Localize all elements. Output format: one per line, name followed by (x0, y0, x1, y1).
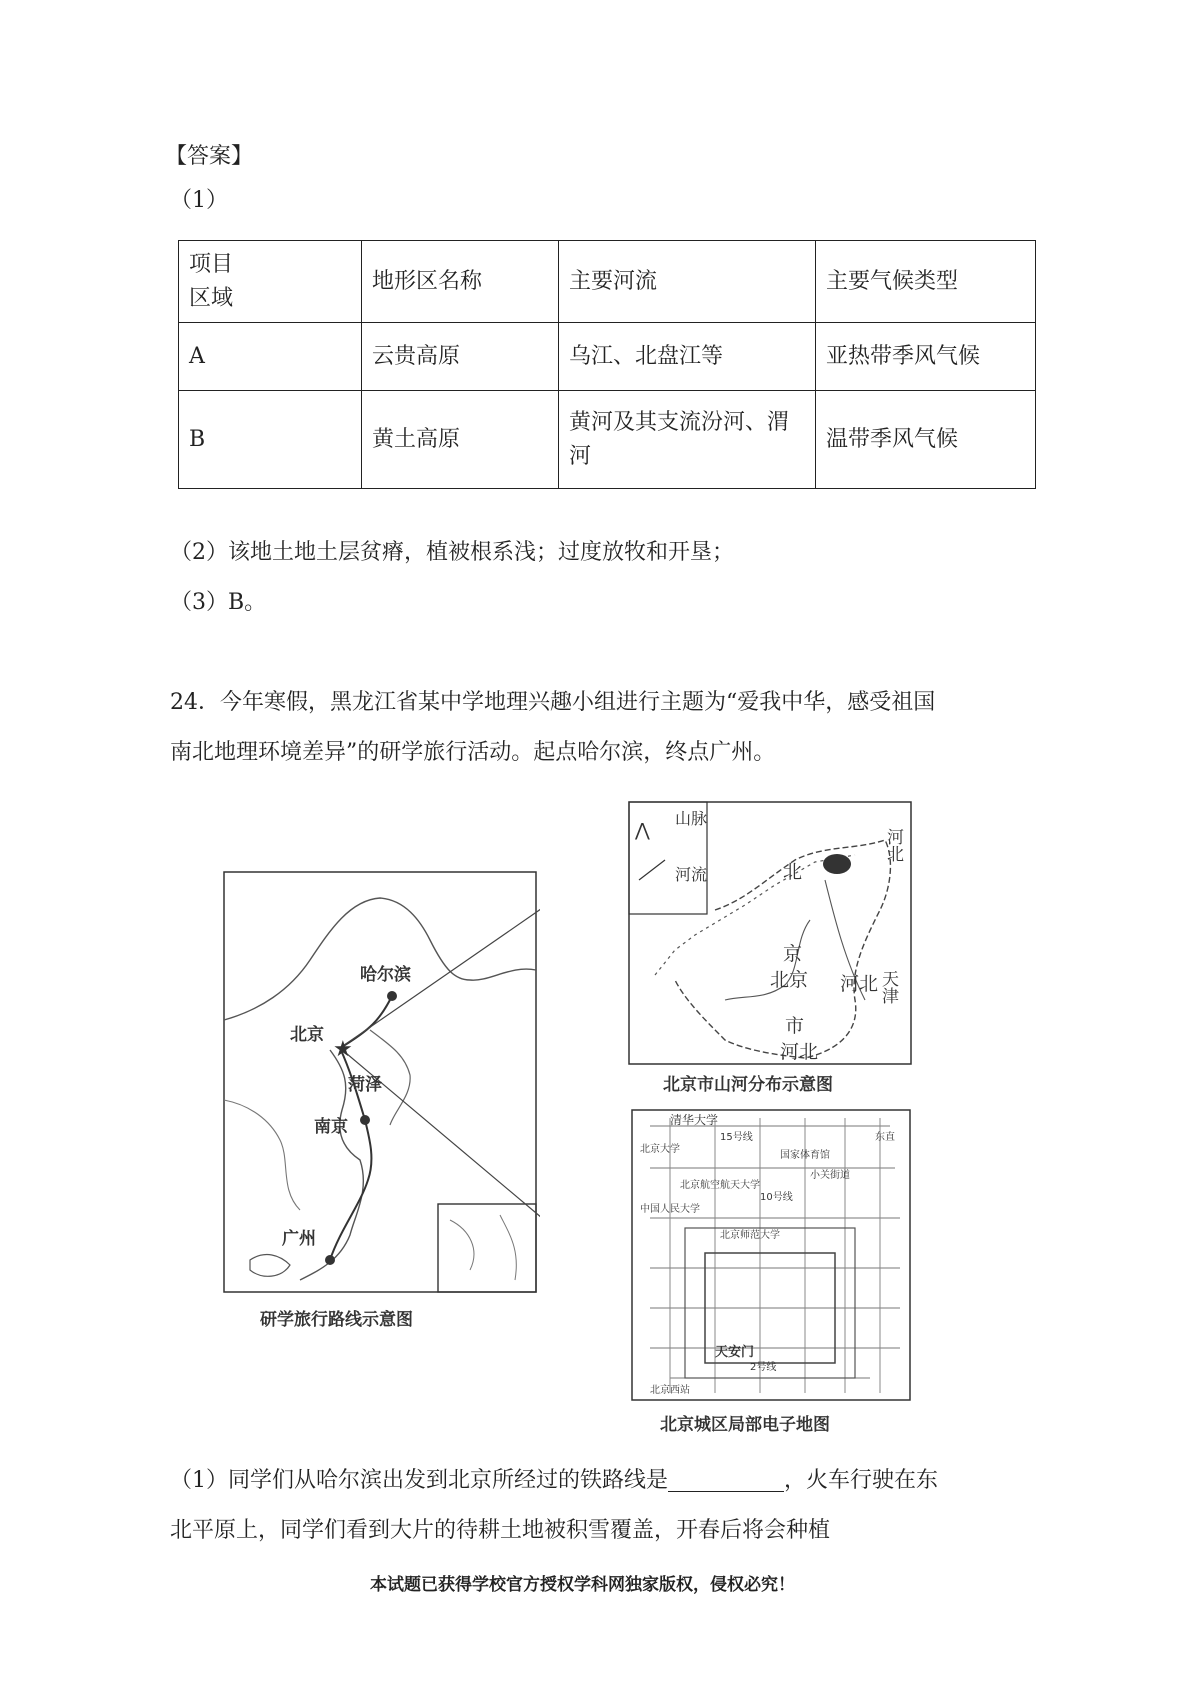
label-west-station: 北京西站 (650, 1385, 690, 1396)
city-guangzhou: 广州 (282, 1229, 316, 1249)
label-line2: 2号线 (750, 1362, 777, 1373)
table-header-row (179, 241, 1036, 323)
label-tianjin: 天津 (878, 970, 898, 1004)
mountain-map (625, 800, 915, 1100)
answer-3: （3）B。 (170, 590, 267, 615)
table-cell: 乌江、北盘江等 (559, 323, 816, 391)
label-city: 市 (785, 1015, 805, 1037)
part1-label: （1） (170, 188, 228, 213)
table-cell: B (179, 391, 362, 489)
table-cell: 黄土高原 (362, 391, 559, 489)
label-pku: 北京大学 (640, 1144, 680, 1155)
mountain-map-graphic (625, 800, 915, 1100)
label-east: 东直 (875, 1132, 895, 1143)
table-header-corner (179, 241, 362, 323)
city-map (630, 1108, 915, 1438)
answer-blank[interactable] (668, 1471, 784, 1492)
city-beijing: 北京 (290, 1025, 324, 1045)
label-jing: 京 (783, 943, 803, 965)
answer-table (178, 240, 1036, 489)
q24-1-text-b: ，火车行驶在东 (784, 1468, 939, 1493)
city-map-graphic (630, 1108, 915, 1438)
table-header-cell: 主要气候类型 (816, 241, 1036, 323)
table-cell: 温带季风气候 (816, 391, 1036, 489)
table-header-cell: 地形区名称 (362, 241, 559, 323)
city-nanjing: 南京 (314, 1117, 348, 1137)
legend-mountain: 山脉 (675, 809, 708, 828)
route-map-caption: 研学旅行路线示意图 (260, 1310, 413, 1330)
label-bnu: 北京师范大学 (720, 1230, 780, 1241)
question-24-line2: 南北地理环境差异”的研学旅行活动。起点哈尔滨，终点广州。 (170, 740, 776, 765)
question-24-line1: 24．今年寒假，黑龙江省某中学地理兴趣小组进行主题为“爱我中华，感受祖国 (170, 690, 936, 715)
mountain-map-caption: 北京市山河分布示意图 (663, 1075, 833, 1095)
city-map-caption: 北京城区局部电子地图 (660, 1415, 830, 1435)
route-map (220, 870, 540, 1350)
label-hebei-mid: 河北 (840, 973, 879, 995)
label-beijing: 北京 (770, 969, 809, 991)
header-bottom: 区域 (189, 285, 234, 311)
label-tsinghua: 清华大学 (670, 1113, 719, 1127)
label-xiaoguan: 小关街道 (810, 1170, 850, 1181)
table-cell: 亚热带季风气候 (816, 323, 1036, 391)
label-line10: 10号线 (760, 1192, 793, 1203)
table-cell: A (179, 323, 362, 391)
table-cell: 云贵高原 (362, 323, 559, 391)
city-harbin: 哈尔滨 (360, 965, 411, 985)
label-north: 北 (783, 861, 803, 883)
route-map-graphic (220, 870, 540, 1350)
answer-heading: 【答案】 (165, 144, 254, 169)
question-24-1-line2: 北平原上，同学们看到大片的待耕土地被积雪覆盖，开春后将会种植 (170, 1518, 831, 1543)
label-line15: 15号线 (720, 1132, 753, 1143)
label-hebei-top: 河北 (883, 828, 903, 862)
river-line: 黄河及其支流汾河、渭 (569, 409, 790, 435)
svg-text:★: ★ (333, 1037, 353, 1062)
table-row (179, 323, 1036, 391)
table-row (179, 391, 1036, 489)
legend-mountain-symbol: ⋀ (635, 820, 650, 841)
table-cell (559, 391, 816, 489)
label-buaa: 北京航空航天大学 (680, 1180, 760, 1191)
table-header-cell: 主要河流 (559, 241, 816, 323)
label-hebei-bottom: 河北 (780, 1041, 819, 1063)
q24-1-text-a: （1）同学们从哈尔滨出发到北京所经过的铁路线是 (170, 1468, 668, 1493)
label-tiananmen: 天安门 (715, 1345, 755, 1360)
header-top: 项目 (189, 251, 234, 277)
question-24-1-line1 (170, 1470, 938, 1492)
label-stadium: 国家体育馆 (780, 1150, 830, 1161)
copyright-footer: 本试题已获得学校官方授权学科网独家版权，侵权必究！ (370, 1575, 795, 1595)
city-heze: 菏泽 (348, 1075, 382, 1095)
label-ruc: 中国人民大学 (640, 1204, 700, 1215)
river-line: 河 (569, 443, 592, 469)
legend-river: 河流 (675, 865, 708, 884)
answer-2: （2）该地土地土层贫瘠，植被根系浅；过度放牧和开垦； (170, 540, 734, 565)
